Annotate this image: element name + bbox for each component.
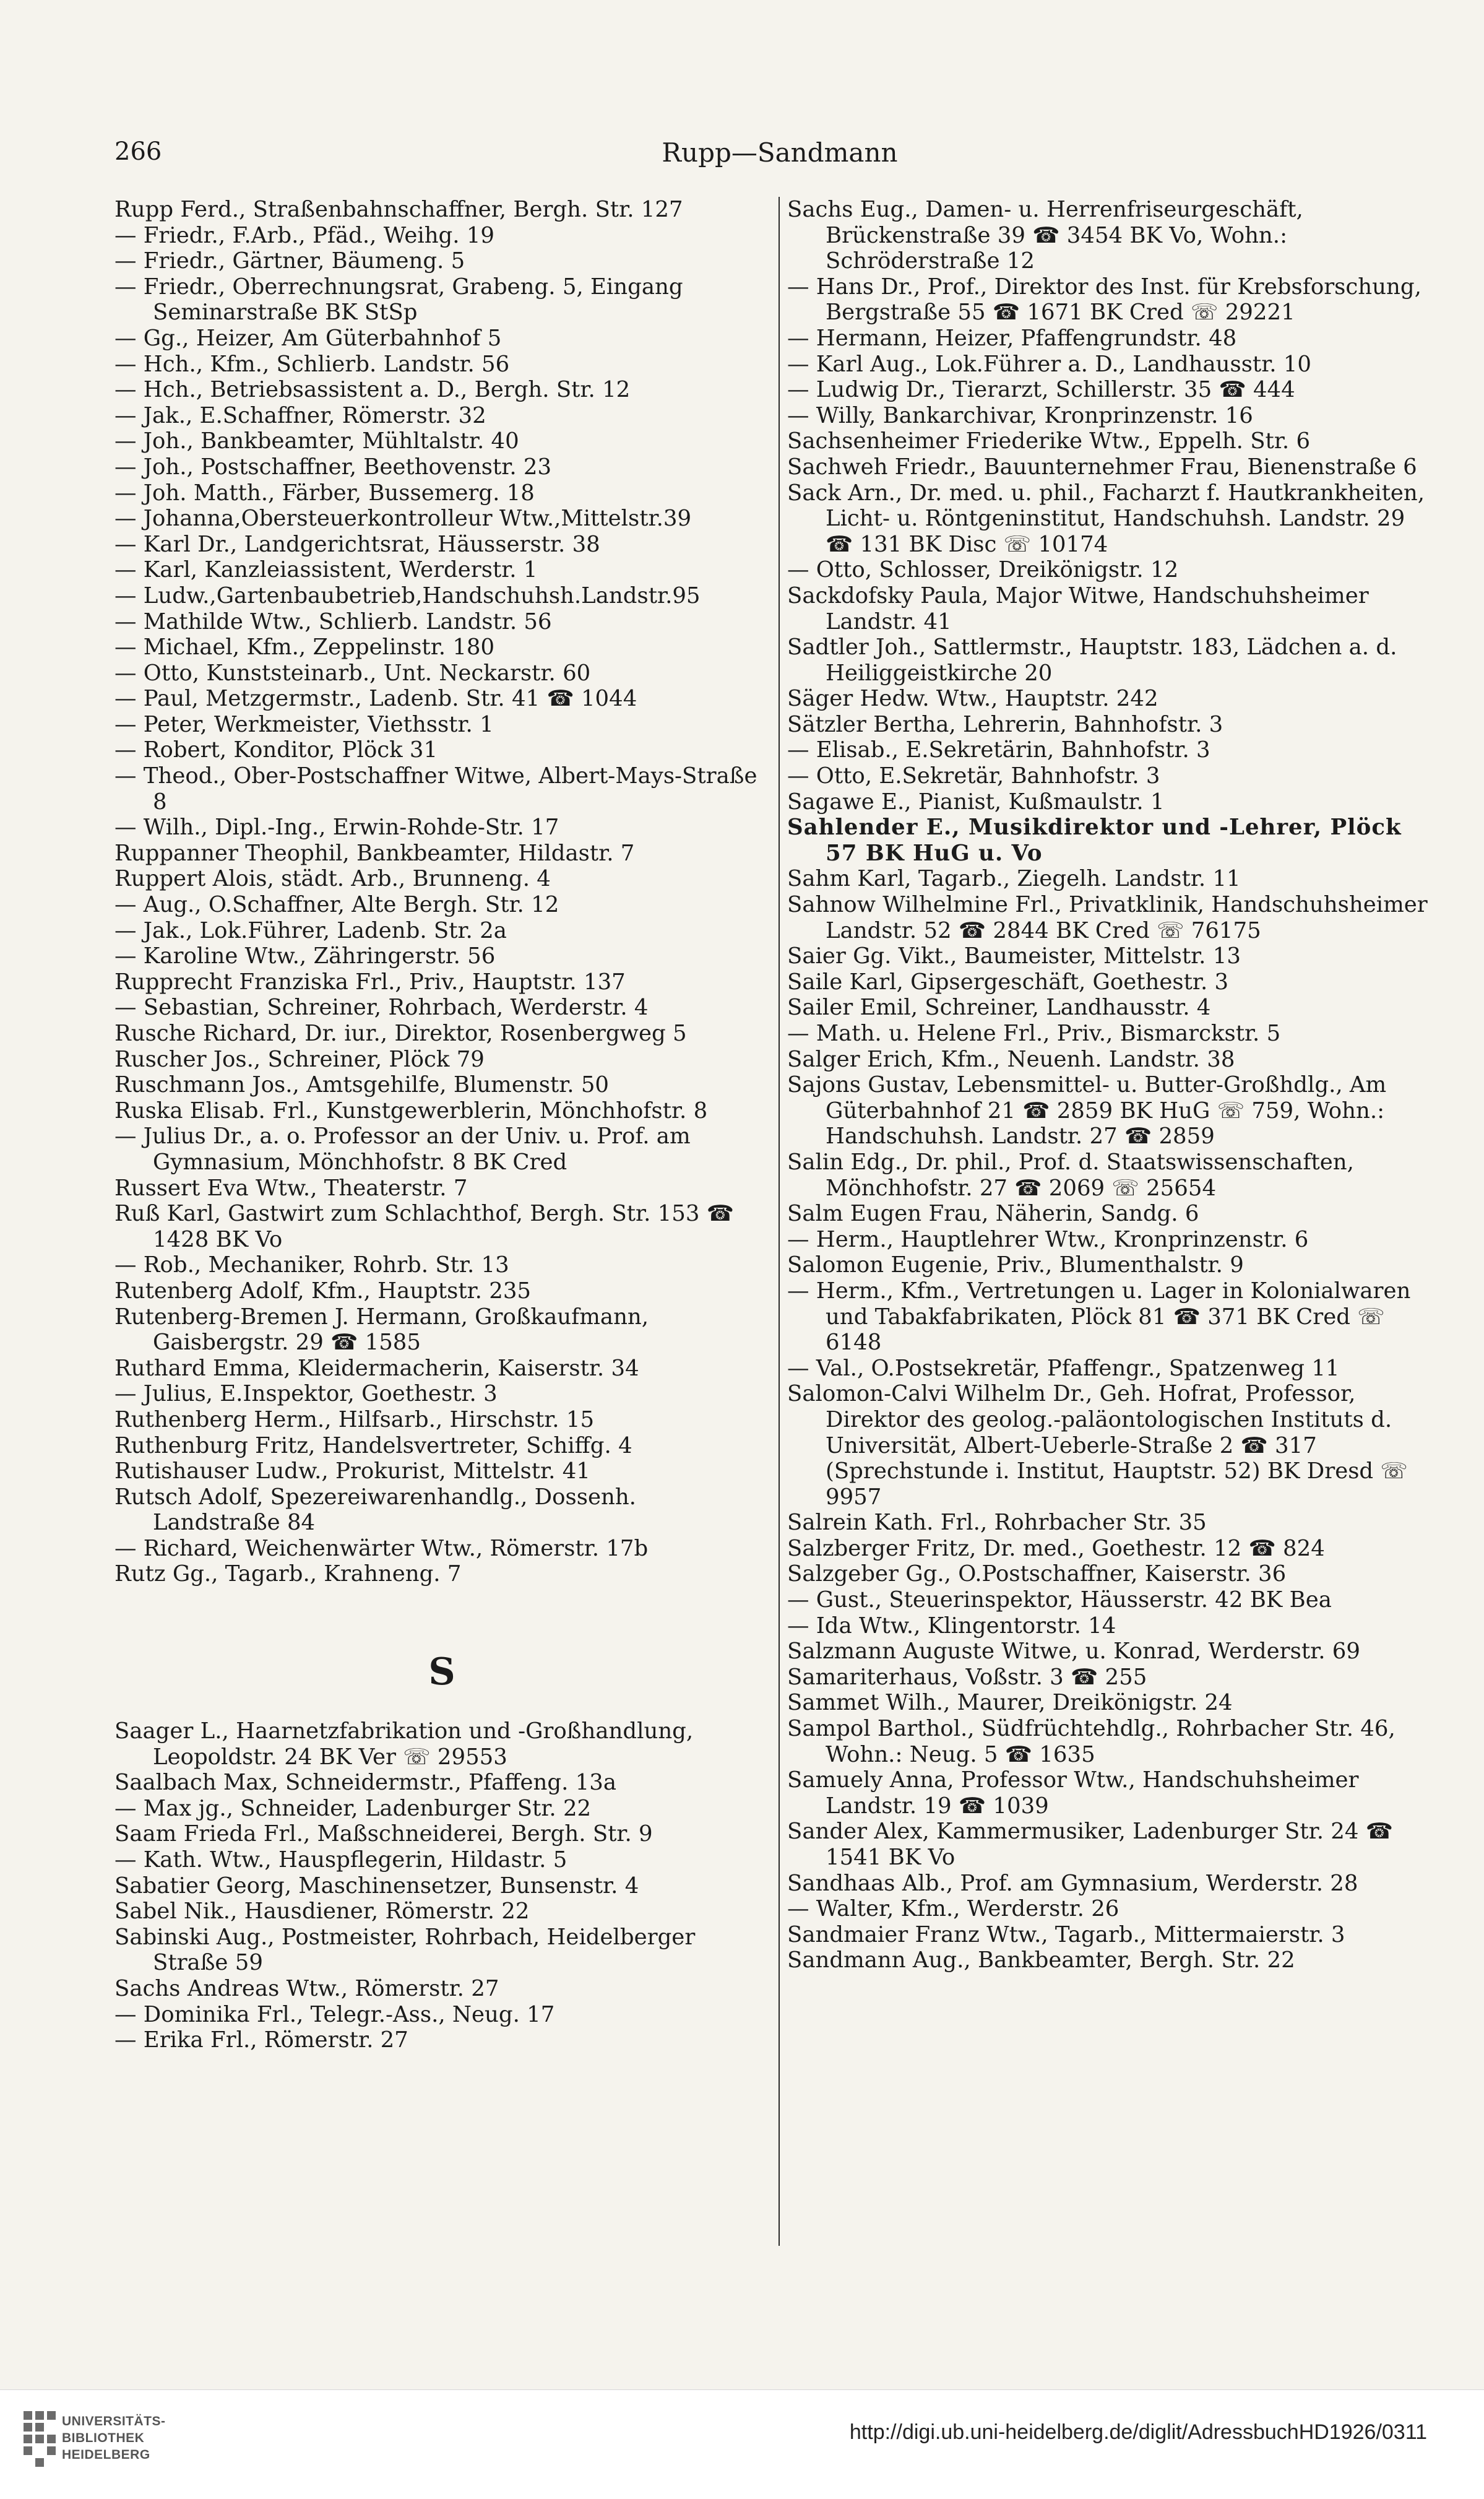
directory-entry: Sabel Nik., Hausdiener, Römerstr. 22 — [114, 1899, 530, 1925]
directory-entry: Samariterhaus, Voßstr. 3 ☎ 255 — [787, 1664, 1147, 1690]
directory-entry: Ruschmann Jos., Amtsgehilfe, Blumenstr. 50 — [114, 1072, 610, 1098]
directory-entry: — Hch., Betriebsassistent a. D., Bergh. Str. 12 — [114, 377, 631, 403]
directory-entry: — Paul, Metzgermstr., Ladenb. Str. 41 ☎ 1044 — [114, 686, 637, 712]
directory-entry: — Peter, Werkmeister, Viethsstr. 1 — [114, 711, 494, 737]
directory-entry: — Friedr., Gärtner, Bäumeng. 5 — [114, 248, 465, 274]
directory-entry: Sammet Wilh., Maurer, Dreikönigstr. 24 — [787, 1690, 1233, 1716]
directory-entry: Ruthenburg Fritz, Handelsvertreter, Schiffg. 4 — [114, 1432, 632, 1458]
directory-entry: Saile Karl, Gipsergeschäft, Goethestr. 3 — [787, 969, 1229, 995]
library-name-line-2: BIBLIOTHEK — [62, 2431, 145, 2445]
directory-entry: — Willy, Bankarchivar, Kronprinzenstr. 16 — [787, 402, 1253, 428]
directory-entry: Sabinski Aug., Postmeister, Rohrbach, Heidelberger Straße 59 — [114, 1924, 696, 1976]
left-entries — [114, 197, 769, 1587]
directory-entry: — Hch., Kfm., Schlierb. Landstr. 56 — [114, 351, 510, 377]
directory-entry: — Joh., Postschaffner, Beethovenstr. 23 — [114, 454, 552, 480]
directory-entry: Salzgeber Gg., O.Postschaffner, Kaiserstr. 36 — [787, 1561, 1287, 1587]
directory-entry: Sagawe E., Pianist, Kußmaulstr. 1 — [787, 789, 1165, 815]
directory-entry: Sachsenheimer Friederike Wtw., Eppelh. Str. 6 — [787, 428, 1311, 454]
directory-entry: Salzmann Auguste Witwe, u. Konrad, Werderstr. 69 — [787, 1639, 1360, 1665]
directory-entry: — Otto, Kunststeinarb., Unt. Neckarstr. 60 — [114, 660, 591, 686]
directory-entry: Sailer Emil, Schreiner, Landhausstr. 4 — [787, 995, 1211, 1021]
directory-entry: Samuely Anna, Professor Wtw., Handschuhsheimer Landstr. 19 ☎ 1039 — [787, 1767, 1359, 1819]
directory-entry: — Herm., Kfm., Vertretungen u. Lager in Kolonialwaren und Tabakfabrikaten, Plöck 81 ☎ 371 BK Cred ☏ 6148 — [787, 1278, 1411, 1356]
directory-entry: Ruthard Emma, Kleidermacherin, Kaiserstr. 34 — [114, 1355, 639, 1381]
directory-entry: Salin Edg., Dr. phil., Prof. d. Staatswissenschaften, Mönchhofstr. 27 ☎ 2069 ☏ 25654 — [787, 1149, 1354, 1201]
directory-entry: — Karl Aug., Lok.Führer a. D., Landhausstr. 10 — [787, 351, 1312, 377]
directory-entry: Sack Arn., Dr. med. u. phil., Facharzt f. Hautkrankheiten, Licht- u. Röntgeninstitut, Handschuhsh. Landstr. 29 ☎ 131 BK Disc ☏ 10174 — [787, 480, 1425, 557]
directory-entry: Sahm Karl, Tagarb., Ziegelh. Landstr. 11 — [787, 866, 1241, 892]
directory-entry: — Friedr., F.Arb., Pfäd., Weihg. 19 — [114, 222, 495, 248]
directory-entry: — Robert, Konditor, Plöck 31 — [114, 737, 438, 763]
library-name-line-1: UNIVERSITÄTS- — [62, 2414, 166, 2428]
library-name-line-3: HEIDELBERG — [62, 2448, 150, 2462]
directory-entry: — Friedr., Oberrechnungsrat, Grabeng. 5, Eingang Seminarstraße BK StSp — [114, 274, 683, 326]
directory-entry: Sachweh Friedr., Bauunternehmer Frau, Bienenstraße 6 — [787, 454, 1417, 480]
directory-entry: — Kath. Wtw., Hauspflegerin, Hildastr. 5 — [114, 1847, 567, 1873]
directory-entry: — Aug., O.Schaffner, Alte Bergh. Str. 12 — [114, 892, 559, 918]
directory-entry: Sahnow Wilhelmine Frl., Privatklinik, Handschuhsheimer Landstr. 52 ☎ 2844 BK Cred ☏ 76175 — [787, 892, 1428, 943]
directory-entry: Sadtler Joh., Sattlermstr., Hauptstr. 183, Lädchen a. d. Heiliggeistkirche 20 — [787, 634, 1397, 686]
directory-entry: Sachs Eug., Damen- u. Herrenfriseurgeschäft, Brückenstraße 39 ☎ 3454 BK Vo, Wohn.: Schröderstraße 12 — [787, 197, 1303, 274]
directory-entry: — Karl Dr., Landgerichtsrat, Häusserstr. 38 — [114, 531, 600, 557]
directory-entry: — Otto, Schlosser, Dreikönigstr. 12 — [787, 557, 1179, 583]
directory-entry: — Joh., Bankbeamter, Mühltalstr. 40 — [114, 428, 519, 454]
directory-entry: — Richard, Weichenwärter Wtw., Römerstr. 17b — [114, 1535, 649, 1561]
directory-entry: Sahlender E., Musikdirektor und -Lehrer, Plöck 57 BK HuG u. Vo — [787, 815, 1402, 866]
directory-entry: Sabatier Georg, Maschinensetzer, Bunsenstr. 4 — [114, 1873, 639, 1899]
directory-entry: — Jak., Lok.Führer, Ladenb. Str. 2a — [114, 917, 507, 943]
directory-entry: Sandmaier Franz Wtw., Tagarb., Mittermaierstr. 3 — [787, 1921, 1345, 1947]
directory-entry: — Hans Dr., Prof., Direktor des Inst. für Krebsforschung, Bergstraße 55 ☎ 1671 BK Cred ☏ 29221 — [787, 274, 1421, 326]
directory-entry: Sätzler Bertha, Lehrerin, Bahnhofstr. 3 — [787, 711, 1223, 737]
directory-entry: — Walter, Kfm., Werderstr. 26 — [787, 1896, 1119, 1922]
directory-entry: — Dominika Frl., Telegr.-Ass., Neug. 17 — [114, 2001, 555, 2027]
directory-entry: Sajons Gustav, Lebensmittel- u. Butter-Großhdlg., Am Güterbahnhof 21 ☎ 2859 BK HuG ☏ 759, Wohn.: Handschuhsh. Landstr. 27 ☎ 2859 — [787, 1072, 1387, 1150]
directory-entry: — Gust., Steuerinspektor, Häusserstr. 42 BK Bea — [787, 1587, 1332, 1613]
section-letter: S — [428, 1650, 455, 1694]
directory-entry: — Julius, E.Inspektor, Goethestr. 3 — [114, 1381, 498, 1407]
directory-entry: Saier Gg. Vikt., Baumeister, Mittelstr. 13 — [787, 943, 1241, 969]
directory-entry: — Ludw.,Gartenbaubetrieb,Handschuhsh.Landstr.95 — [114, 583, 701, 609]
directory-entry: Saalbach Max, Schneidermstr., Pfaffeng. 13a — [114, 1770, 617, 1796]
library-logo-icon — [24, 2411, 56, 2473]
directory-entry: — Erika Frl., Römerstr. 27 — [114, 2027, 408, 2053]
directory-entry: Ruska Elisab. Frl., Kunstgewerblerin, Mönchhofstr. 8 — [114, 1098, 708, 1124]
directory-entry: — Herm., Hauptlehrer Wtw., Kronprinzenstr. 6 — [787, 1226, 1309, 1252]
directory-entry: — Michael, Kfm., Zeppelinstr. 180 — [114, 634, 495, 660]
directory-entry: — Wilh., Dipl.-Ing., Erwin-Rohde-Str. 17 — [114, 815, 559, 841]
directory-entry: Rupprecht Franziska Frl., Priv., Hauptstr. 137 — [114, 969, 626, 995]
column-divider — [779, 197, 780, 2246]
directory-entry: Rutz Gg., Tagarb., Krahneng. 7 — [114, 1561, 462, 1587]
directory-entry: — Otto, E.Sekretär, Bahnhofstr. 3 — [787, 763, 1160, 789]
directory-entry: — Ida Wtw., Klingentorstr. 14 — [787, 1613, 1116, 1639]
directory-entry: Salger Erich, Kfm., Neuenh. Landstr. 38 — [787, 1046, 1235, 1072]
directory-entry: Sachs Andreas Wtw., Römerstr. 27 — [114, 1976, 499, 2001]
directory-entry: Rutenberg Adolf, Kfm., Hauptstr. 235 — [114, 1278, 532, 1304]
directory-entry: Saam Frieda Frl., Maßschneiderei, Bergh. Str. 9 — [114, 1821, 653, 1847]
directory-entry: Ruß Karl, Gastwirt zum Schlachthof, Bergh. Str. 153 ☎ 1428 BK Vo — [114, 1201, 734, 1252]
directory-entry: Rusche Richard, Dr. iur., Direktor, Rosenbergweg 5 — [114, 1021, 687, 1046]
directory-entry: Ruscher Jos., Schreiner, Plöck 79 — [114, 1046, 485, 1072]
directory-entry: — Jak., E.Schaffner, Römerstr. 32 — [114, 402, 486, 428]
source-url[interactable]: http://digi.ub.uni-heidelberg.de/diglit/AdressbuchHD1926/0311 — [849, 2420, 1427, 2444]
directory-entry: Säger Hedw. Wtw., Hauptstr. 242 — [787, 686, 1158, 712]
directory-entry: Rutsch Adolf, Spezereiwarenhandlg., Dossenh. Landstraße 84 — [114, 1484, 636, 1536]
directory-entry: — Hermann, Heizer, Pfaffengrundstr. 48 — [787, 325, 1237, 351]
directory-entry: Ruppanner Theophil, Bankbeamter, Hildastr. 7 — [114, 840, 635, 866]
directory-entry: Rupp Ferd., Straßenbahnschaffner, Bergh. Str. 127 — [114, 197, 683, 222]
directory-entry: Ruthenberg Herm., Hilfsarb., Hirschstr. 15 — [114, 1406, 595, 1432]
directory-entry: Salomon Eugenie, Priv., Blumenthalstr. 9 — [787, 1252, 1244, 1278]
directory-entry: — Mathilde Wtw., Schlierb. Landstr. 56 — [114, 609, 552, 634]
left-column — [114, 197, 769, 2053]
directory-entry: Sandhaas Alb., Prof. am Gymnasium, Werderstr. 28 — [787, 1870, 1358, 1896]
directory-entry: — Ludwig Dr., Tierarzt, Schillerstr. 35 ☎ 444 — [787, 377, 1295, 403]
directory-entry: Sandmann Aug., Bankbeamter, Bergh. Str. 22 — [787, 1947, 1295, 1973]
running-title: Rupp—Sandmann — [662, 137, 898, 168]
directory-entry: Salzberger Fritz, Dr. med., Goethestr. 12 ☎ 824 — [787, 1535, 1325, 1561]
directory-entry: — Gg., Heizer, Am Güterbahnhof 5 — [114, 325, 502, 351]
page-number: 266 — [114, 137, 162, 166]
directory-entry: Salm Eugen Frau, Näherin, Sandg. 6 — [787, 1201, 1199, 1227]
directory-entry: Salrein Kath. Frl., Rohrbacher Str. 35 — [787, 1510, 1207, 1536]
directory-entry: Sander Alex, Kammermusiker, Ladenburger Str. 24 ☎ 1541 BK Vo — [787, 1819, 1393, 1870]
directory-entry: — Theod., Ober-Postschaffner Witwe, Albert-Mays-Straße 8 — [114, 763, 757, 815]
directory-entry: — Math. u. Helene Frl., Priv., Bismarckstr. 5 — [787, 1021, 1281, 1046]
right-entries — [787, 197, 1431, 1973]
directory-entry: — Rob., Mechaniker, Rohrb. Str. 13 — [114, 1252, 509, 1278]
library-name — [62, 2413, 166, 2463]
directory-entry: — Karoline Wtw., Zähringerstr. 56 — [114, 943, 496, 969]
directory-entry: Rutishauser Ludw., Prokurist, Mittelstr. 41 — [114, 1458, 590, 1484]
left-entries-s — [114, 1718, 769, 2053]
directory-entry: Saager L., Haarnetzfabrikation und -Großhandlung, Leopoldstr. 24 BK Ver ☏ 29553 — [114, 1718, 694, 1770]
directory-entry: Ruppert Alois, städt. Arb., Brunneng. 4 — [114, 866, 551, 892]
directory-entry: Sampol Barthol., Südfrüchtehdlg., Rohrbacher Str. 46, Wohn.: Neug. 5 ☎ 1635 — [787, 1716, 1396, 1767]
directory-entry: Salomon-Calvi Wilhelm Dr., Geh. Hofrat, Professor, Direktor des geolog.-paläontologischen Instituts d. Universität, Albert-Ueberle-Straße 2 ☎ 317 (Sprechstunde i. Institut, Hauptstr. 52) BK Dresd ☏ 9957 — [787, 1381, 1408, 1510]
directory-entry: — Elisab., E.Sekretärin, Bahnhofstr. 3 — [787, 737, 1210, 763]
directory-entry: — Val., O.Postsekretär, Pfaffengr., Spatzenweg 11 — [787, 1355, 1340, 1381]
directory-entry: Russert Eva Wtw., Theaterstr. 7 — [114, 1175, 468, 1201]
directory-entry: — Sebastian, Schreiner, Rohrbach, Werderstr. 4 — [114, 995, 649, 1021]
directory-entry: Rutenberg-Bremen J. Hermann, Großkaufmann, Gaisbergstr. 29 ☎ 1585 — [114, 1304, 649, 1356]
right-column — [787, 197, 1431, 1973]
directory-entry: — Johanna,Obersteuerkontrolleur Wtw.,Mittelstr.39 — [114, 506, 692, 532]
directory-entry: Sackdofsky Paula, Major Witwe, Handschuhsheimer Landstr. 41 — [787, 583, 1369, 634]
directory-entry: — Karl, Kanzleiassistent, Werderstr. 1 — [114, 557, 538, 583]
directory-entry: — Joh. Matth., Färber, Bussemerg. 18 — [114, 480, 535, 506]
directory-entry: — Julius Dr., a. o. Professor an der Univ. u. Prof. am Gymnasium, Mönchhofstr. 8 BK Cred — [114, 1124, 691, 1175]
directory-entry: — Max jg., Schneider, Ladenburger Str. 22 — [114, 1795, 592, 1821]
